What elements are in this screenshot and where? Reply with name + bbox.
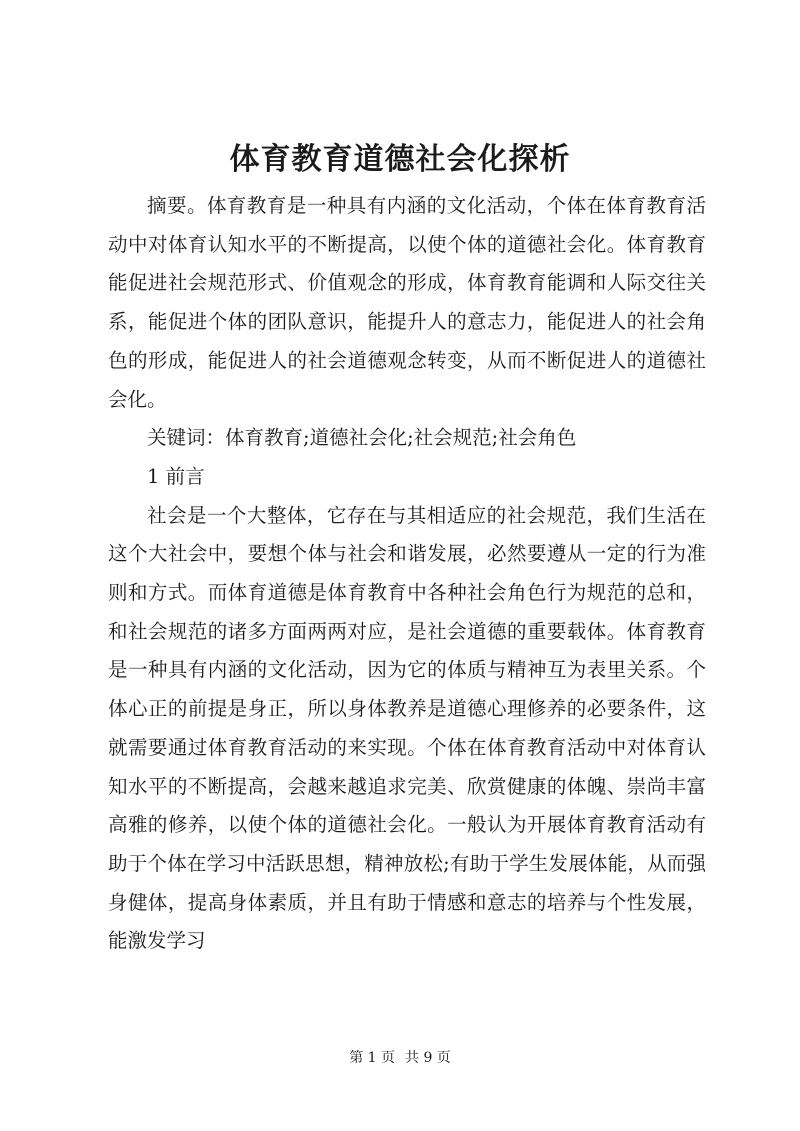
document-body <box>108 187 706 961</box>
page-footer <box>0 1048 800 1068</box>
keywords-paragraph: 关键词：体育教育;道德社会化;社会规范;社会角色 <box>147 426 577 450</box>
page-total: 共 9 页 <box>405 1050 451 1066</box>
document-title: 体育教育道德社会化探析 <box>229 142 571 177</box>
body-paragraph: 社会是一个大整体，它存在与其相适应的社会规范，我们生活在这个大社会中，要想个体与社会和谐发展，必然要遵从一定的行为准则和方式。而体育道德是体育教育中各种社会角色行为规范的总和，和社会规范的诸多方面两两对应，是社会道德的重要载体。体育教育是一种具有内涵的文化活动，因为它的体质与精神互为表里关系。个体心正的前提是身正，所以身体教养是道德心理修养的必要条件，这就需要通过体育教育活动的来实现。个体在体育教育活动中对体育认知水平的不断提高，会越来越追求完美、欣赏健康的体魄、崇尚丰富高雅的修养，以使个体的道德社会化。一般认为开展体育教育活动有助于个体在学习中活跃思想，精神放松;有助于学生发展体能，从而强身健体，提高身体素质，并且有助于情感和意志的培养与个性发展，能激发学习 <box>108 503 706 953</box>
page-number: 第 1 页 <box>349 1050 395 1066</box>
abstract-paragraph: 摘要。体育教育是一种具有内涵的文化活动，个体在体育教育活动中对体育认知水平的不断提高，以使个体的道德社会化。体育教育能促进社会规范形式、价值观念的形成，体育教育能调和人际交往关系，能促进个体的团队意识，能提升人的意志力，能促进人的社会角色的形成，能促进人的社会道德观念转变，从而不断促进人的道德社会化。 <box>108 194 706 411</box>
section-heading: 1 前言 <box>147 464 205 488</box>
